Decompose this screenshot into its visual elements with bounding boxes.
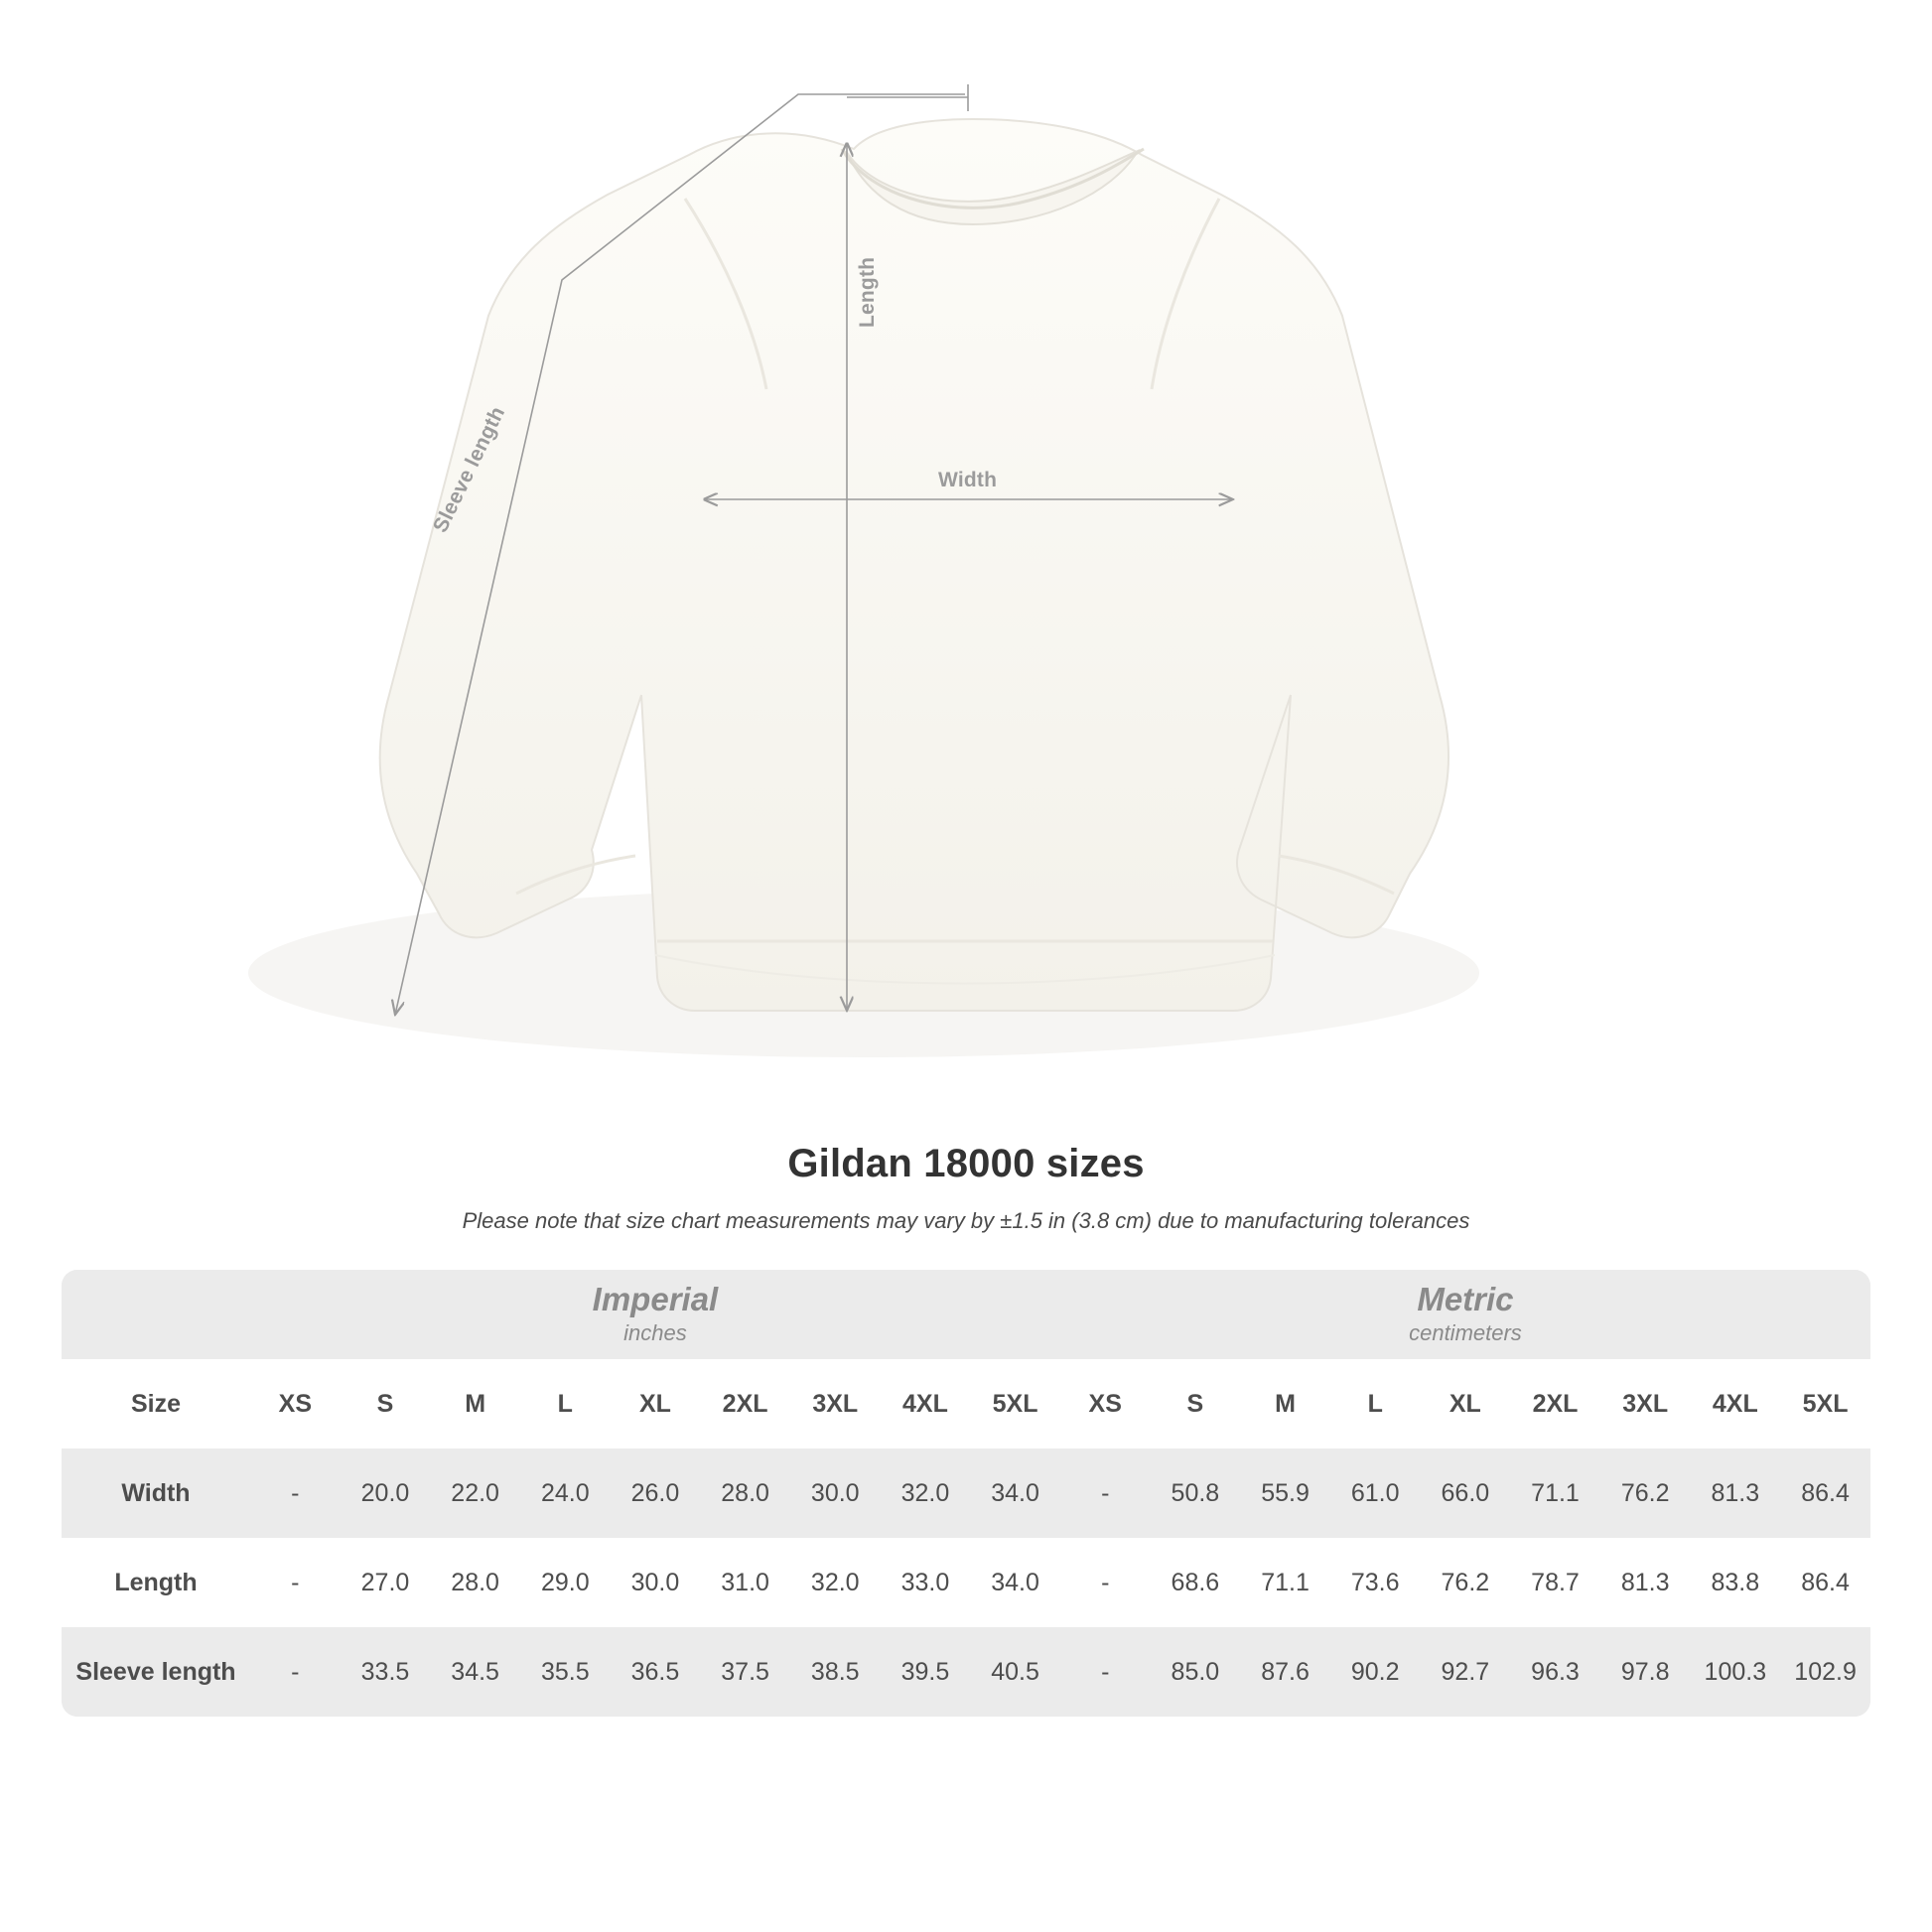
cell-length-15: 81.3	[1600, 1538, 1691, 1627]
cell-sleeve-16: 100.3	[1691, 1627, 1781, 1717]
column-header-size-10: S	[1151, 1359, 1241, 1449]
cell-length-0: -	[250, 1538, 341, 1627]
cell-width-9: -	[1060, 1449, 1151, 1538]
cell-width-3: 24.0	[520, 1449, 611, 1538]
sleeve-length-dimension-label: Sleeve length	[429, 402, 510, 537]
cell-sleeve-0: -	[250, 1627, 341, 1717]
cell-width-5: 28.0	[700, 1449, 790, 1538]
cell-sleeve-10: 85.0	[1151, 1627, 1241, 1717]
cell-width-4: 26.0	[611, 1449, 701, 1538]
cell-sleeve-6: 38.5	[790, 1627, 881, 1717]
column-header-size-5: 2XL	[700, 1359, 790, 1449]
cell-sleeve-11: 87.6	[1240, 1627, 1330, 1717]
column-header-size-15: 3XL	[1600, 1359, 1691, 1449]
cell-sleeve-1: 33.5	[341, 1627, 431, 1717]
cell-width-17: 86.4	[1780, 1449, 1870, 1538]
cell-width-11: 55.9	[1240, 1449, 1330, 1538]
column-header-size-16: 4XL	[1691, 1359, 1781, 1449]
unit-row-spacer	[62, 1270, 250, 1359]
cell-sleeve-13: 92.7	[1421, 1627, 1511, 1717]
table-row	[62, 1449, 1870, 1538]
cell-width-13: 66.0	[1421, 1449, 1511, 1538]
column-header-size-0: XS	[250, 1359, 341, 1449]
row-label-width: Width	[62, 1449, 250, 1538]
length-dimension-label: Length	[856, 256, 879, 328]
cell-length-3: 29.0	[520, 1538, 611, 1627]
cell-width-7: 32.0	[881, 1449, 971, 1538]
cell-width-1: 20.0	[341, 1449, 431, 1538]
column-header-size-11: M	[1240, 1359, 1330, 1449]
cell-sleeve-7: 39.5	[881, 1627, 971, 1717]
cell-width-12: 61.0	[1330, 1449, 1421, 1538]
cell-length-12: 73.6	[1330, 1538, 1421, 1627]
cell-sleeve-12: 90.2	[1330, 1627, 1421, 1717]
cell-length-8: 34.0	[970, 1538, 1060, 1627]
page-title: Gildan 18000 sizes	[787, 1142, 1145, 1185]
row-label-sleeve-length: Sleeve length	[62, 1627, 250, 1717]
column-header-size-1: S	[341, 1359, 431, 1449]
width-dimension-label: Width	[938, 469, 998, 491]
column-header-size-7: 4XL	[881, 1359, 971, 1449]
cell-width-15: 76.2	[1600, 1449, 1691, 1538]
metric-unit: centimeters	[1409, 1319, 1522, 1345]
cell-width-14: 71.1	[1510, 1449, 1600, 1538]
row-label-length: Length	[62, 1538, 250, 1627]
column-header-size-17: 5XL	[1780, 1359, 1870, 1449]
column-header-size-2: M	[430, 1359, 520, 1449]
cell-sleeve-17: 102.9	[1780, 1627, 1870, 1717]
cell-length-16: 83.8	[1691, 1538, 1781, 1627]
cell-sleeve-14: 96.3	[1510, 1627, 1600, 1717]
cell-length-2: 28.0	[430, 1538, 520, 1627]
cell-sleeve-2: 34.5	[430, 1627, 520, 1717]
cell-width-10: 50.8	[1151, 1449, 1241, 1538]
column-header-size-6: 3XL	[790, 1359, 881, 1449]
cell-sleeve-4: 36.5	[611, 1627, 701, 1717]
table-row	[62, 1627, 1870, 1717]
cell-sleeve-15: 97.8	[1600, 1627, 1691, 1717]
cell-length-4: 30.0	[611, 1538, 701, 1627]
column-header-size-9: XS	[1060, 1359, 1151, 1449]
cell-width-8: 34.0	[970, 1449, 1060, 1538]
metric-header	[1060, 1270, 1870, 1359]
size-table	[62, 1270, 1870, 1717]
cell-width-2: 22.0	[430, 1449, 520, 1538]
column-header-size-14: 2XL	[1510, 1359, 1600, 1449]
cell-length-11: 71.1	[1240, 1538, 1330, 1627]
cell-length-9: -	[1060, 1538, 1151, 1627]
cell-length-7: 33.0	[881, 1538, 971, 1627]
cell-length-13: 76.2	[1421, 1538, 1511, 1627]
title-block	[0, 1142, 1932, 1234]
cell-sleeve-3: 35.5	[520, 1627, 611, 1717]
cell-sleeve-8: 40.5	[970, 1627, 1060, 1717]
tolerance-note: Please note that size chart measurements may vary by ±1.5 in (3.8 cm) due to manufacturing tolerances	[462, 1208, 1470, 1233]
size-table-container	[62, 1270, 1870, 1717]
column-header-size-13: XL	[1421, 1359, 1511, 1449]
sweatshirt-shape	[380, 119, 1449, 1011]
column-header-size: Size	[62, 1359, 250, 1449]
column-header-size-3: L	[520, 1359, 611, 1449]
size-header-row	[62, 1359, 1870, 1449]
imperial-header	[250, 1270, 1060, 1359]
metric-label: Metric	[1417, 1280, 1514, 1317]
imperial-label: Imperial	[592, 1280, 719, 1317]
column-header-size-12: L	[1330, 1359, 1421, 1449]
cell-length-5: 31.0	[700, 1538, 790, 1627]
cell-length-10: 68.6	[1151, 1538, 1241, 1627]
cell-width-16: 81.3	[1691, 1449, 1781, 1538]
column-header-size-4: XL	[611, 1359, 701, 1449]
table-row	[62, 1538, 1870, 1627]
cell-width-6: 30.0	[790, 1449, 881, 1538]
unit-system-row	[62, 1270, 1870, 1359]
cell-length-17: 86.4	[1780, 1538, 1870, 1627]
cell-length-1: 27.0	[341, 1538, 431, 1627]
imperial-unit: inches	[623, 1319, 687, 1345]
cell-width-0: -	[250, 1449, 341, 1538]
cell-length-14: 78.7	[1510, 1538, 1600, 1627]
column-header-size-8: 5XL	[970, 1359, 1060, 1449]
cell-length-6: 32.0	[790, 1538, 881, 1627]
cell-sleeve-9: -	[1060, 1627, 1151, 1717]
cell-sleeve-5: 37.5	[700, 1627, 790, 1717]
